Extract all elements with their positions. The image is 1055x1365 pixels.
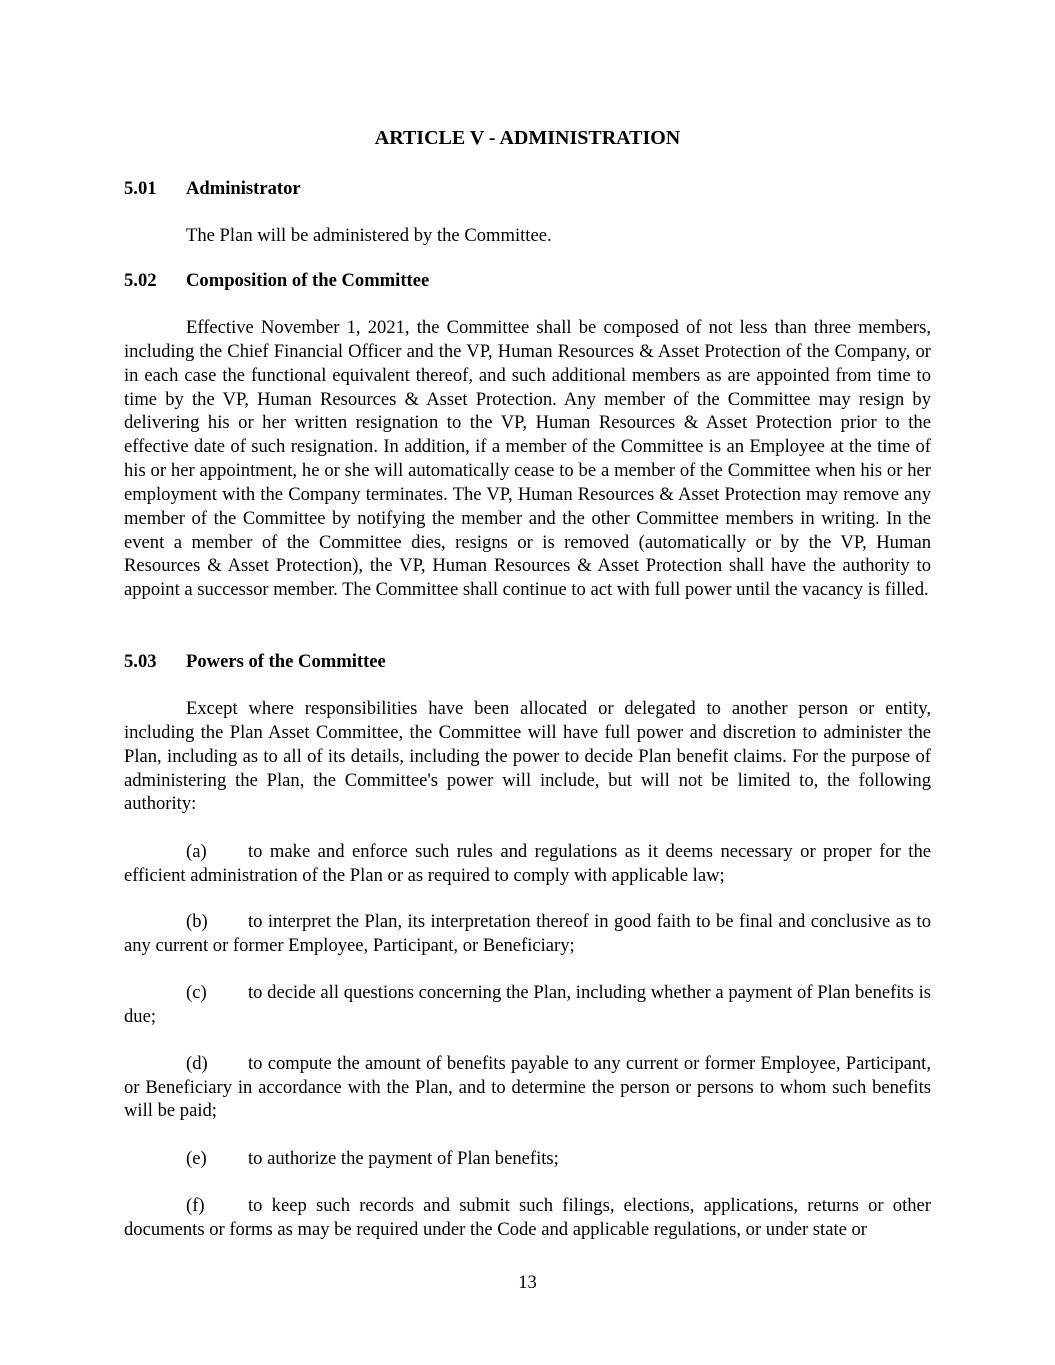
list-item-label: (c) xyxy=(186,982,207,1003)
list-item-d xyxy=(124,1052,931,1123)
list-item-label: (e) xyxy=(186,1148,207,1169)
section-heading-5-03 xyxy=(124,650,931,674)
list-item-c xyxy=(124,981,931,1028)
list-item-e xyxy=(124,1147,931,1171)
list-item-label: (a) xyxy=(186,841,207,862)
list-item-label: (d) xyxy=(186,1053,208,1074)
article-title: ARTICLE V - ADMINISTRATION xyxy=(374,127,681,149)
section-5-03-paragraph: Except where responsibilities have been allocated or delegated to another person or entity, including the Plan Asset Committee, the Committee will have full power and discretion to administer the Plan, including as to all of its details, including the power to decide Plan benefit claims. For the purpose of administering the Plan, the Committee's power will include, but will not be limited to, the following authority: xyxy=(124,698,931,815)
list-item-b xyxy=(124,910,931,957)
section-number: 5.01 xyxy=(124,178,157,199)
list-item-label: (f) xyxy=(186,1195,205,1216)
list-item-text: to authorize the payment of Plan benefits; xyxy=(248,1148,559,1169)
section-5-02-paragraph: Effective November 1, 2021, the Committee shall be composed of not less than three members, including the Chief Financial Officer and the VP, Human Resources & Asset Protection of the Company, or in each case the functional equivalent thereof, and such additional members as are appointed from time to time by the VP, Human Resources & Asset Protection. Any member of the Committee may resign by delivering his or her written resignation to the VP, Human Resources & Asset Protection prior to the effective date of such resignation. In addition, if a member of the Committee is an Employee at the time of his or her appointment, he or she will automatically cease to be a member of the Committee when his or her employment with the Company terminates. The VP, Human Resources & Asset Protection may remove any member of the Committee by notifying the member and the other Committee members in writing. In the event a member of the Committee dies, resigns or is removed (automatically or by the VP, Human Resources & Asset Protection), the VP, Human Resources & Asset Protection shall have the authority to appoint a successor member. The Committee shall continue to act with full power until the vacancy is filled. xyxy=(124,317,931,601)
section-title: Powers of the Committee xyxy=(186,651,386,672)
section-heading-5-02 xyxy=(124,269,931,293)
section-title: Composition of the Committee xyxy=(186,270,430,291)
list-item-label: (b) xyxy=(186,911,208,932)
section-number: 5.02 xyxy=(124,270,157,291)
section-number: 5.03 xyxy=(124,651,157,672)
section-5-01-paragraph: The Plan will be administered by the Committee. xyxy=(186,225,552,246)
list-item-text: to decide all questions concerning the Plan, including whether a payment of Plan benefits is due; xyxy=(124,982,931,1027)
list-item-a xyxy=(124,840,931,887)
list-item-text: to make and enforce such rules and regulations as it deems necessary or proper for the efficient administration of the Plan or as required to comply with applicable law; xyxy=(124,841,931,886)
section-heading-5-01 xyxy=(124,177,931,201)
list-item-text: to compute the amount of benefits payable to any current or former Employee, Participant, or Beneficiary in accordance with the Plan, and to determine the person or persons to whom such benefits will be paid; xyxy=(124,1053,931,1121)
list-item-f xyxy=(124,1194,931,1241)
list-item-text: to keep such records and submit such filings, elections, applications, returns or other documents or forms as may be required under the Code and applicable regulations, or under state or xyxy=(124,1195,931,1240)
page-number: 13 xyxy=(518,1272,537,1293)
section-title: Administrator xyxy=(186,178,301,199)
list-item-text: to interpret the Plan, its interpretation thereof in good faith to be final and conclusive as to any current or former Employee, Participant, or Beneficiary; xyxy=(124,911,931,956)
